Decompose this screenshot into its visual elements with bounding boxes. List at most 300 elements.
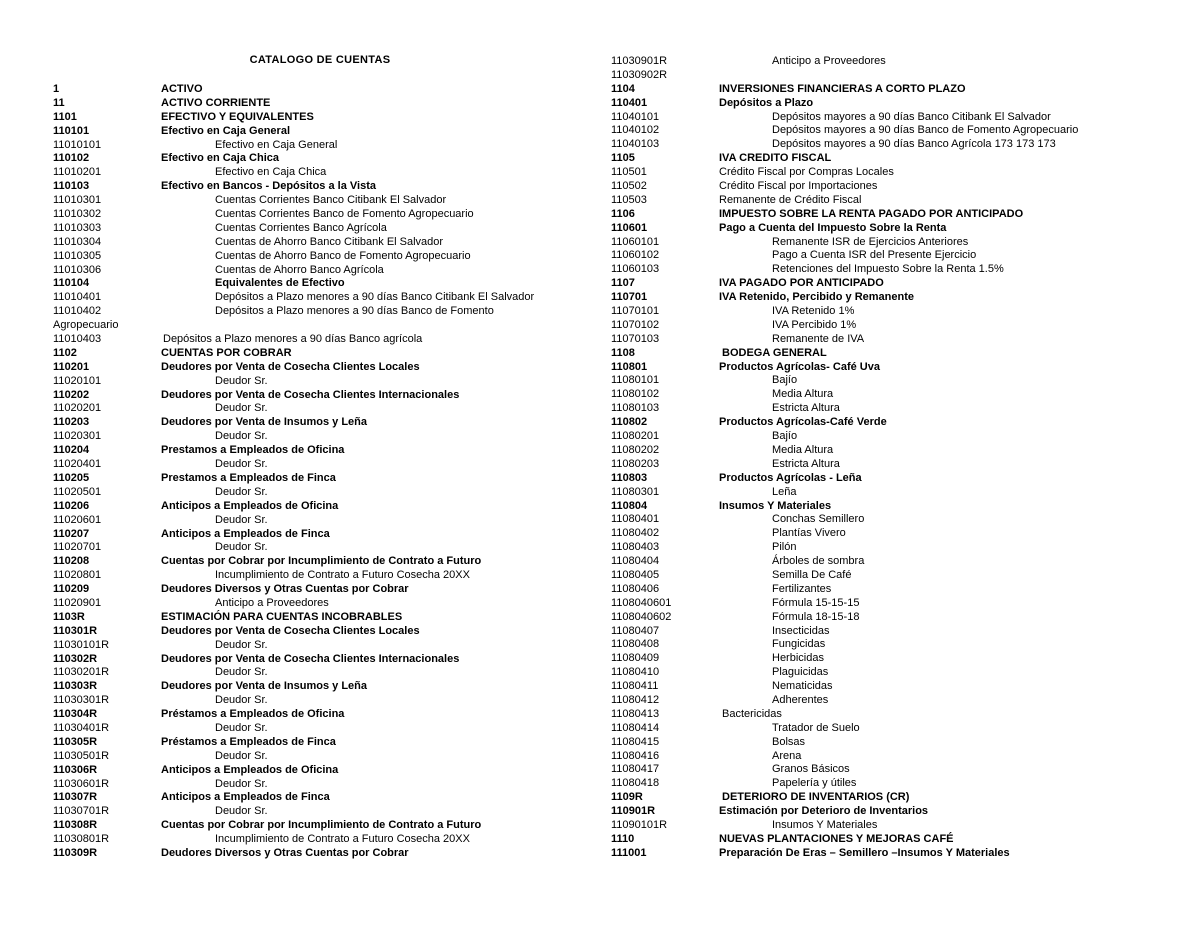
account-name: Remanente ISR de Ejercicios Anteriores bbox=[772, 235, 969, 248]
account-name: Arena bbox=[772, 749, 802, 762]
account-row bbox=[611, 236, 1151, 250]
page-title: CATALOGO DE CUENTAS bbox=[249, 54, 391, 66]
account-name: Depósitos a Plazo menores a 90 días Banco agrícola bbox=[163, 333, 423, 346]
account-row bbox=[53, 500, 573, 514]
account-code: 11020901 bbox=[53, 596, 102, 609]
account-name: Fertilizantes bbox=[772, 582, 832, 595]
account-row bbox=[53, 805, 573, 819]
account-code: 11030301R bbox=[53, 694, 110, 707]
account-code: 11030101R bbox=[53, 638, 110, 651]
account-row bbox=[53, 139, 573, 153]
account-code: 11030901R bbox=[611, 55, 668, 67]
account-row bbox=[611, 583, 1151, 597]
account-code: 110203 bbox=[53, 416, 90, 429]
account-code: 11020701 bbox=[53, 541, 102, 554]
account-code: 11060102 bbox=[611, 249, 660, 262]
account-name: DETERIORO DE INVENTARIOS (CR) bbox=[722, 791, 910, 804]
account-code: 11010402 bbox=[53, 305, 102, 318]
account-name: Deudor Sr. bbox=[215, 638, 268, 651]
account-code: 110601 bbox=[611, 221, 648, 234]
account-name: Deudores por Venta de Insumos y Leña bbox=[161, 416, 367, 429]
account-code: 110103 bbox=[53, 180, 90, 193]
account-code: 11080406 bbox=[611, 582, 660, 595]
account-row bbox=[53, 152, 573, 166]
account-code: 11080408 bbox=[611, 638, 660, 651]
account-name: Efectivo en Caja General bbox=[161, 124, 290, 137]
account-code: 11040103 bbox=[611, 138, 660, 151]
account-code: 1103R bbox=[53, 610, 85, 623]
account-row bbox=[53, 486, 573, 500]
account-row bbox=[53, 194, 573, 208]
account-row bbox=[53, 597, 573, 611]
account-row bbox=[53, 111, 573, 125]
account-row bbox=[611, 819, 1151, 833]
account-name: Deudor Sr. bbox=[215, 805, 268, 818]
account-name: Insumos Y Materiales bbox=[719, 499, 832, 512]
account-name: Deudores por Venta de Insumos y Leña bbox=[161, 680, 367, 693]
account-code: 11070103 bbox=[611, 332, 660, 345]
account-code: 11080202 bbox=[611, 443, 660, 456]
account-row bbox=[53, 708, 573, 722]
account-code: 110303R bbox=[53, 680, 98, 693]
account-row bbox=[611, 208, 1151, 222]
account-name: EFECTIVO Y EQUIVALENTES bbox=[161, 110, 314, 123]
account-name: Depósitos a Plazo bbox=[719, 96, 814, 109]
account-row bbox=[611, 708, 1151, 722]
account-name: Efectivo en Caja Chica bbox=[161, 152, 279, 165]
account-row bbox=[611, 111, 1151, 125]
account-row bbox=[53, 472, 573, 486]
account-row bbox=[611, 652, 1151, 666]
account-row bbox=[53, 83, 573, 97]
account-name: IVA Percibido 1% bbox=[772, 318, 857, 331]
account-row bbox=[611, 388, 1151, 402]
account-row bbox=[53, 653, 573, 667]
account-name: BODEGA GENERAL bbox=[722, 346, 827, 359]
account-name: Deudor Sr. bbox=[215, 485, 268, 498]
account-row bbox=[611, 430, 1151, 444]
account-row bbox=[611, 500, 1151, 514]
account-name: Cuentas de Ahorro Banco de Fomento Agropecuario bbox=[215, 249, 471, 262]
account-row bbox=[53, 694, 573, 708]
account-row bbox=[611, 305, 1151, 319]
account-name: Deudor Sr. bbox=[215, 777, 268, 790]
account-code: 110306R bbox=[53, 763, 98, 776]
account-row bbox=[53, 569, 573, 583]
account-name: Cuentas Corrientes Banco de Fomento Agropecuario bbox=[215, 208, 474, 221]
account-code: 11080411 bbox=[611, 680, 659, 693]
account-code: 110207 bbox=[53, 527, 90, 540]
account-code: 110803 bbox=[611, 471, 648, 484]
account-row bbox=[611, 513, 1151, 527]
account-row bbox=[611, 541, 1151, 555]
account-code: 110309R bbox=[53, 846, 98, 859]
account-code: 11080101 bbox=[611, 374, 660, 387]
account-name: Deudores por Venta de Cosecha Clientes Locales bbox=[161, 360, 420, 373]
account-name: Granos Básicos bbox=[772, 763, 850, 776]
account-code: 11030701R bbox=[53, 805, 110, 818]
account-name: Estricta Altura bbox=[772, 402, 840, 415]
account-code: 11080418 bbox=[611, 777, 660, 790]
account-name: Fórmula 15-15-15 bbox=[772, 596, 860, 609]
account-row bbox=[53, 125, 573, 139]
account-row bbox=[611, 402, 1151, 416]
account-row bbox=[611, 222, 1151, 236]
account-name: Anticipo a Proveedores bbox=[215, 596, 329, 609]
account-code: 11030401R bbox=[53, 721, 110, 734]
account-row bbox=[53, 402, 573, 416]
left-column bbox=[53, 83, 573, 861]
account-code: 11010302 bbox=[53, 208, 102, 221]
account-name: Anticipo a Proveedores bbox=[772, 55, 886, 67]
account-row bbox=[53, 583, 573, 597]
account-row bbox=[611, 472, 1151, 486]
account-row bbox=[611, 722, 1151, 736]
account-name: ESTIMACIÓN PARA CUENTAS INCOBRABLES bbox=[161, 610, 403, 623]
account-name: Deudor Sr. bbox=[215, 694, 268, 707]
account-name: Anticipos a Empleados de Oficina bbox=[161, 763, 339, 776]
account-row bbox=[611, 180, 1151, 194]
account-name: Remanente de Crédito Fiscal bbox=[719, 193, 862, 206]
account-name: Deudor Sr. bbox=[215, 513, 268, 526]
account-name: Efectivo en Caja General bbox=[215, 138, 338, 151]
account-name: Estimación por Deterioro de Inventarios bbox=[719, 805, 929, 818]
account-row bbox=[611, 83, 1151, 97]
account-row bbox=[611, 194, 1151, 208]
account-row bbox=[53, 166, 573, 180]
account-code: 11010304 bbox=[53, 235, 102, 248]
account-code: 110201 bbox=[53, 360, 90, 373]
account-row bbox=[611, 638, 1151, 652]
account-row bbox=[611, 69, 1151, 83]
account-code: 11090101R bbox=[611, 818, 668, 831]
account-name: Equivalentes de Efectivo bbox=[215, 277, 345, 290]
account-row bbox=[611, 263, 1151, 277]
account-row bbox=[611, 597, 1151, 611]
account-row bbox=[611, 805, 1151, 819]
account-row bbox=[53, 375, 573, 389]
account-code: 110301R bbox=[53, 624, 98, 637]
account-row bbox=[53, 736, 573, 750]
account-name: Anticipos a Empleados de Finca bbox=[161, 791, 330, 804]
account-code: 110804 bbox=[611, 499, 648, 512]
account-name: Adherentes bbox=[772, 693, 829, 706]
account-name: Plaguicidas bbox=[772, 666, 829, 679]
account-code: 11070101 bbox=[611, 305, 660, 318]
account-code: 110104 bbox=[53, 277, 90, 290]
account-name: Pago a Cuenta del Impuesto Sobre la Renta bbox=[719, 221, 947, 234]
account-code: 11080301 bbox=[611, 485, 660, 498]
account-code: 11030801R bbox=[53, 833, 110, 846]
account-name: Deudor Sr. bbox=[215, 430, 268, 443]
account-row bbox=[611, 486, 1151, 500]
account-row bbox=[611, 750, 1151, 764]
account-code: 11080415 bbox=[611, 735, 660, 748]
account-name: Deudores por Venta de Cosecha Clientes Locales bbox=[161, 624, 420, 637]
account-name: Remanente de IVA bbox=[772, 332, 865, 345]
account-code: 110801 bbox=[611, 360, 648, 373]
account-name: Retenciones del Impuesto Sobre la Renta 1.5% bbox=[772, 263, 1004, 276]
account-code: 110401 bbox=[611, 96, 648, 109]
account-code: 11010301 bbox=[53, 194, 102, 207]
account-name: IVA Retenido, Percibido y Remanente bbox=[719, 291, 914, 304]
account-row bbox=[611, 291, 1151, 305]
account-name: Deudor Sr. bbox=[215, 749, 268, 762]
account-code: 110503 bbox=[611, 193, 647, 206]
account-code: 11080405 bbox=[611, 568, 660, 581]
account-name: NUEVAS PLANTACIONES Y MEJORAS CAFÉ bbox=[719, 832, 954, 845]
account-row bbox=[53, 625, 573, 639]
account-code: 11080409 bbox=[611, 652, 660, 665]
account-row bbox=[53, 319, 573, 333]
account-name: Cuentas por Cobrar por Incumplimiento de Contrato a Futuro bbox=[161, 555, 482, 568]
account-row bbox=[611, 833, 1151, 847]
account-name: Media Altura bbox=[772, 443, 834, 456]
account-name: Anticipos a Empleados de Oficina bbox=[161, 499, 339, 512]
account-row bbox=[611, 124, 1151, 138]
account-code: 11 bbox=[53, 96, 65, 109]
account-name: Deudor Sr. bbox=[215, 374, 268, 387]
account-row bbox=[611, 166, 1151, 180]
account-name: IVA PAGADO POR ANTICIPADO bbox=[719, 277, 884, 290]
account-code: 1108 bbox=[611, 346, 635, 359]
account-name: Préstamos a Empleados de Oficina bbox=[161, 708, 345, 721]
account-code: 1110 bbox=[611, 832, 635, 845]
account-row bbox=[53, 347, 573, 361]
account-name: Cuentas por Cobrar por Incumplimiento de Contrato a Futuro bbox=[161, 819, 482, 832]
account-row bbox=[53, 305, 573, 319]
account-row bbox=[53, 791, 573, 805]
account-code: 11080413 bbox=[611, 707, 660, 720]
account-code: 11080203 bbox=[611, 457, 660, 470]
account-name: Deudor Sr. bbox=[215, 402, 268, 415]
account-code: 11080404 bbox=[611, 555, 660, 568]
account-name: Fórmula 18-15-18 bbox=[772, 610, 860, 623]
account-row bbox=[53, 277, 573, 291]
account-code: 11080402 bbox=[611, 527, 660, 540]
account-code: 11010401 bbox=[53, 291, 102, 304]
account-row bbox=[611, 458, 1151, 472]
account-name: Cuentas de Ahorro Banco Citibank El Salvador bbox=[215, 235, 444, 248]
account-code: 1 bbox=[53, 83, 60, 95]
account-row bbox=[53, 430, 573, 444]
account-code: 11080414 bbox=[611, 721, 660, 734]
account-row bbox=[53, 250, 573, 264]
account-name: Deudor Sr. bbox=[215, 541, 268, 554]
account-name: Préstamos a Empleados de Finca bbox=[161, 735, 336, 748]
account-row bbox=[53, 444, 573, 458]
account-code: 11060103 bbox=[611, 263, 660, 276]
account-row bbox=[611, 277, 1151, 291]
account-row bbox=[611, 374, 1151, 388]
account-code: 11080102 bbox=[611, 388, 660, 401]
account-name: Bolsas bbox=[772, 735, 806, 748]
account-code: 1108040602 bbox=[611, 610, 672, 623]
account-row bbox=[611, 569, 1151, 583]
account-name: Depósitos a Plazo menores a 90 días Banco Citibank El Salvador bbox=[215, 291, 535, 304]
account-name: Crédito Fiscal por Compras Locales bbox=[719, 166, 894, 179]
account-code: 110206 bbox=[53, 499, 90, 512]
account-code: 110101 bbox=[53, 124, 90, 137]
account-name: ACTIVO bbox=[161, 83, 203, 95]
account-code: 11080412 bbox=[611, 693, 660, 706]
account-row bbox=[53, 722, 573, 736]
right-column bbox=[611, 55, 1151, 861]
account-code: 11040101 bbox=[611, 110, 660, 123]
account-row bbox=[53, 639, 573, 653]
account-code: 110304R bbox=[53, 708, 98, 721]
account-code: 11010403 bbox=[53, 333, 102, 346]
account-name: Pago a Cuenta ISR del Presente Ejercicio bbox=[772, 249, 977, 262]
account-name: Pilón bbox=[772, 541, 797, 554]
account-row bbox=[53, 750, 573, 764]
account-name: Bactericidas bbox=[722, 707, 782, 720]
account-name: Productos Agrícolas-Café Verde bbox=[719, 416, 887, 429]
account-code: 11080103 bbox=[611, 402, 660, 415]
account-name: Prestamos a Empleados de Oficina bbox=[161, 444, 345, 457]
account-row bbox=[53, 833, 573, 847]
account-name: ACTIVO CORRIENTE bbox=[161, 96, 271, 109]
account-name: CUENTAS POR COBRAR bbox=[161, 346, 292, 359]
account-name: Deudor Sr. bbox=[215, 721, 268, 734]
account-code: 11020601 bbox=[53, 513, 102, 526]
account-name: Incumplimiento de Contrato a Futuro Cosecha 20XX bbox=[215, 569, 470, 582]
account-name: Anticipos a Empleados de Finca bbox=[161, 527, 330, 540]
account-name: Deudores Diversos y Otras Cuentas por Cobrar bbox=[161, 583, 409, 596]
account-row bbox=[611, 249, 1151, 263]
account-code: 11080201 bbox=[611, 430, 660, 443]
account-row bbox=[53, 528, 573, 542]
account-row bbox=[611, 680, 1151, 694]
account-name: Semilla De Café bbox=[772, 568, 852, 581]
account-code: 11030501R bbox=[53, 749, 110, 762]
account-code: 1104 bbox=[611, 82, 635, 95]
account-name: IVA Retenido 1% bbox=[772, 305, 855, 318]
account-code: 1108040601 bbox=[611, 596, 672, 609]
account-code: 11020401 bbox=[53, 458, 102, 471]
account-name: Deudor Sr. bbox=[215, 458, 268, 471]
account-code: 1109R bbox=[611, 791, 643, 804]
account-row bbox=[53, 778, 573, 792]
account-row bbox=[611, 736, 1151, 750]
account-row bbox=[611, 361, 1151, 375]
account-code: 11060101 bbox=[611, 235, 660, 248]
account-row bbox=[611, 694, 1151, 708]
account-code: 110802 bbox=[611, 416, 648, 429]
account-code: 11020201 bbox=[53, 402, 102, 415]
account-code: 110701 bbox=[611, 291, 648, 304]
account-name: IVA CREDITO FISCAL bbox=[719, 152, 832, 165]
account-name: Leña bbox=[772, 485, 797, 498]
account-code: 11010303 bbox=[53, 221, 102, 234]
account-name: Nematicidas bbox=[772, 680, 833, 693]
account-name: Insecticidas bbox=[772, 624, 830, 637]
account-name: Preparación De Eras – Semillero –Insumos Y Materiales bbox=[719, 846, 1010, 859]
account-name: Bajío bbox=[772, 430, 798, 443]
account-code: 11020801 bbox=[53, 569, 102, 582]
account-row bbox=[611, 416, 1151, 430]
account-name: Conchas Semillero bbox=[772, 513, 865, 526]
account-code: 11010306 bbox=[53, 263, 102, 276]
account-row bbox=[611, 347, 1151, 361]
account-row bbox=[53, 680, 573, 694]
account-name: Deudores por Venta de Cosecha Clientes Internacionales bbox=[161, 652, 460, 665]
account-row bbox=[611, 152, 1151, 166]
account-row bbox=[53, 264, 573, 278]
account-code: 11080416 bbox=[611, 749, 660, 762]
account-row bbox=[53, 555, 573, 569]
account-row bbox=[611, 777, 1151, 791]
account-code: 11010101 bbox=[53, 138, 102, 151]
account-name: Media Altura bbox=[772, 388, 834, 401]
account-code: 11020101 bbox=[53, 374, 102, 387]
account-name: Cuentas de Ahorro Banco Agrícola bbox=[215, 263, 384, 276]
account-row bbox=[53, 97, 573, 111]
account-row bbox=[53, 611, 573, 625]
account-name: Herbicidas bbox=[772, 652, 824, 665]
account-name: Deudores Diversos y Otras Cuentas por Cobrar bbox=[161, 846, 409, 859]
account-name: Insumos Y Materiales bbox=[772, 818, 878, 831]
account-code: 11080417 bbox=[611, 763, 660, 776]
account-name: Productos Agrícolas- Café Uva bbox=[719, 360, 880, 373]
account-row bbox=[53, 847, 573, 861]
account-code: 1107 bbox=[611, 277, 635, 290]
account-name: Crédito Fiscal por Importaciones bbox=[719, 180, 878, 193]
account-code: 110202 bbox=[53, 388, 90, 401]
account-code: 11080401 bbox=[611, 513, 660, 526]
account-name: Depósitos a Plazo menores a 90 días Banco de Fomento bbox=[215, 305, 494, 318]
account-code: Agropecuario bbox=[53, 319, 119, 332]
account-code: 110208 bbox=[53, 555, 90, 568]
account-name: Depósitos mayores a 90 días Banco Citibank El Salvador bbox=[772, 110, 1051, 123]
account-row bbox=[611, 527, 1151, 541]
account-code: 11030902R bbox=[611, 68, 668, 81]
account-row bbox=[53, 361, 573, 375]
account-code: 110302R bbox=[53, 652, 98, 665]
account-name: Prestamos a Empleados de Finca bbox=[161, 471, 336, 484]
account-code: 111001 bbox=[611, 846, 647, 859]
account-row bbox=[611, 97, 1151, 111]
account-row bbox=[53, 458, 573, 472]
account-row bbox=[611, 847, 1151, 861]
account-row bbox=[611, 611, 1151, 625]
account-name: Efectivo en Caja Chica bbox=[215, 166, 327, 179]
account-row bbox=[53, 291, 573, 305]
account-name: Bajío bbox=[772, 374, 798, 387]
account-row bbox=[53, 666, 573, 680]
account-code: 110204 bbox=[53, 444, 90, 457]
account-row bbox=[53, 180, 573, 194]
account-name: Depósitos mayores a 90 días Banco de Fomento Agropecuario bbox=[772, 124, 1079, 137]
account-row bbox=[611, 333, 1151, 347]
account-name: Cuentas Corrientes Banco Agrícola bbox=[215, 221, 387, 234]
account-code: 1101 bbox=[53, 110, 77, 123]
account-row bbox=[53, 333, 573, 347]
account-code: 110305R bbox=[53, 735, 98, 748]
account-row bbox=[611, 55, 1151, 69]
account-code: 110308R bbox=[53, 819, 98, 832]
account-name: Árboles de sombra bbox=[772, 555, 865, 568]
account-name: Papelería y útiles bbox=[772, 777, 857, 790]
account-code: 11080410 bbox=[611, 666, 660, 679]
account-code: 1102 bbox=[53, 346, 77, 359]
account-name: IMPUESTO SOBRE LA RENTA PAGADO POR ANTICIPADO bbox=[719, 207, 1024, 220]
account-name: Deudor Sr. bbox=[215, 666, 268, 679]
account-row bbox=[611, 555, 1151, 569]
account-code: 11070102 bbox=[611, 318, 660, 331]
account-code: 110502 bbox=[611, 180, 647, 193]
account-code: 110209 bbox=[53, 583, 90, 596]
